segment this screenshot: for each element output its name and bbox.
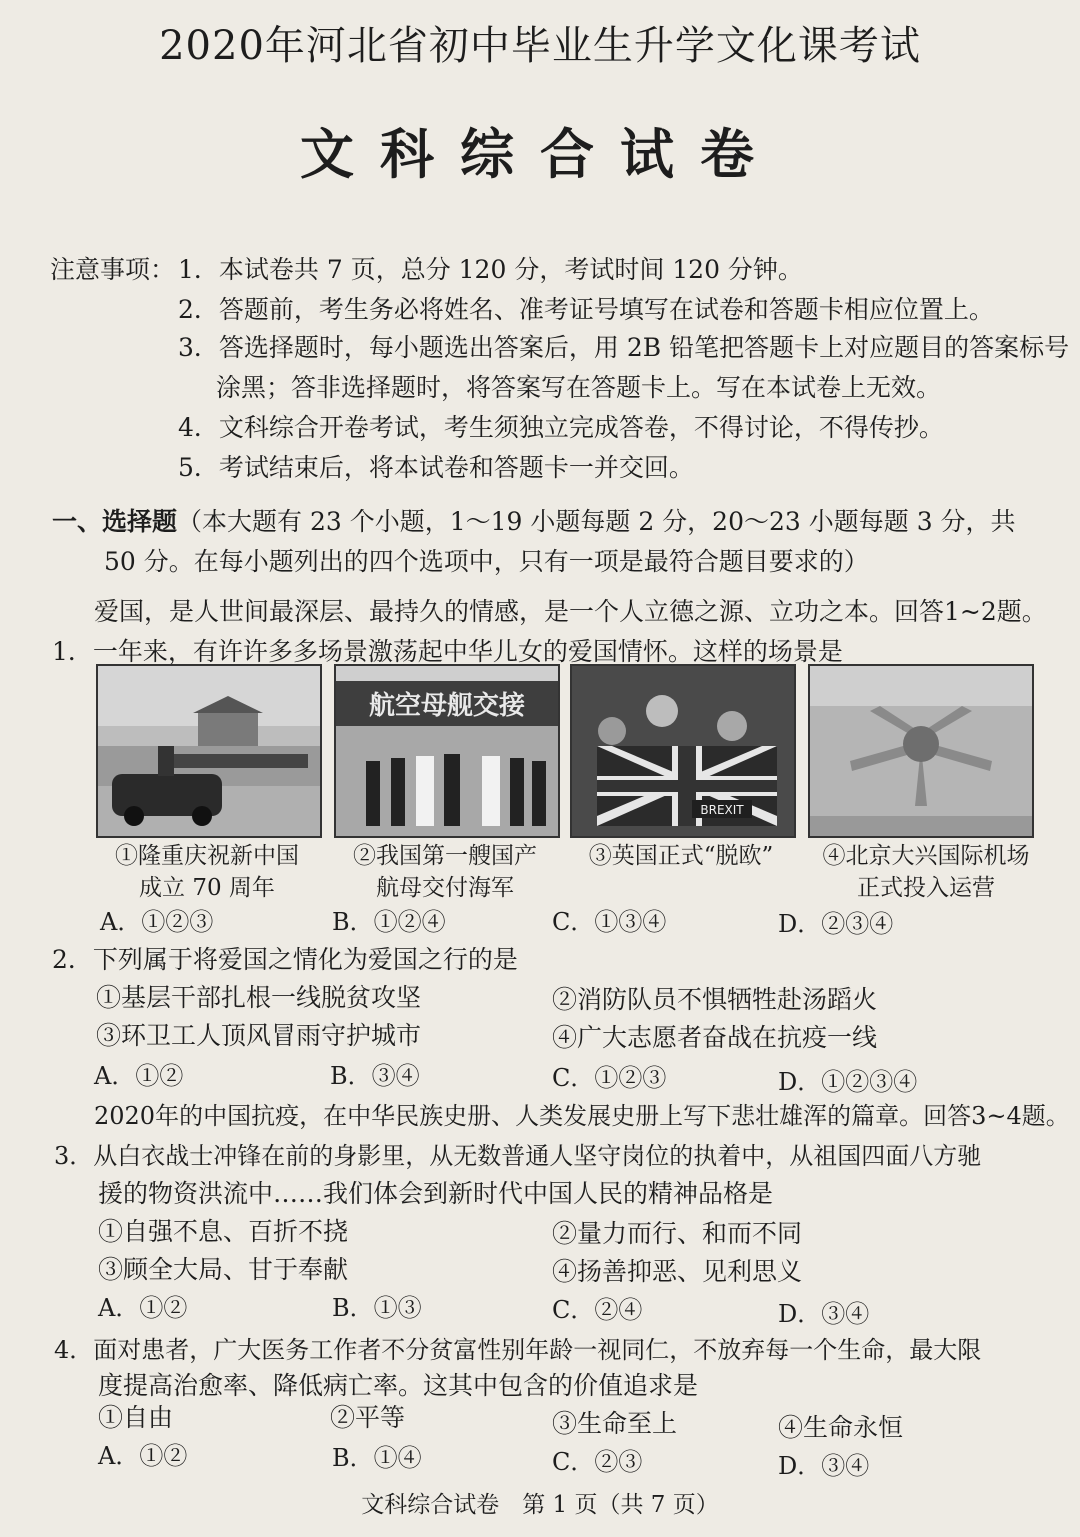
caption-photo-2 [334,840,556,904]
q2-item-2: ②消防队员不惧牺牲赴汤蹈火 [552,985,878,1014]
caption-photo-1-line1: ①隆重庆祝新中国 [115,843,299,869]
section-desc-cont: 50 分。在每小题列出的四个选项中，只有一项是最符合题目要求的） [104,547,869,576]
q4-option-d[interactable]: D．③④ [778,1452,870,1480]
notice-item-2: 2．答题前，考生务必将姓名、准考证号填写在试卷和答题卡相应位置上。 [178,295,994,324]
q3-item-4: ④扬善抑恶、见利思义 [552,1257,803,1286]
caption-photo-4-line1: ④北京大兴国际机场 [822,843,1030,869]
q2-option-a[interactable]: A．①② [94,1062,184,1090]
caption-photo-4-line2: 正式投入运营 [857,875,995,901]
section-title: 一、选择题 [52,507,178,536]
q4-option-c[interactable]: C．②③ [552,1448,643,1476]
q2-item-1: ①基层干部扎根一线脱贫攻坚 [96,983,422,1012]
caption-photo-4 [808,840,1044,904]
q1-stem: 1．一年来，有许许多多场景激荡起中华儿女的爱国情怀。这样的场景是 [52,637,843,666]
q1-option-d[interactable]: D．②③④ [778,910,894,938]
q3-option-b[interactable]: B．①③ [332,1294,422,1322]
caption-photo-1-line2: 成立 70 周年 [139,875,275,901]
q3-stem: 3．从白衣战士冲锋在前的身影里，从无数普通人坚守岗位的执着中，从祖国四面八方驰 [54,1142,982,1170]
q3-item-2: ②量力而行、和而不同 [552,1219,803,1248]
brexit-sign-text: BREXIT [700,803,744,817]
q4-item-2: ②平等 [330,1403,406,1432]
photo-carrier-handover [334,664,560,838]
notice-label: 注意事项： [50,255,176,284]
q4-option-a[interactable]: A．①② [98,1442,188,1470]
notice-item-4: 4．文科综合开卷考试，考生须独立完成答卷，不得讨论，不得传抄。 [178,413,944,442]
q4-item-3: ③生命至上 [552,1409,678,1438]
caption-photo-2-line1: ②我国第一艘国产 [353,843,537,869]
q1-option-a[interactable]: A．①②③ [100,908,214,936]
q1-option-c[interactable]: C．①③④ [552,908,667,936]
notice-item-1: 1．本试卷共 7 页，总分 120 分，考试时间 120 分钟。 [178,255,803,284]
q4-stem: 4．面对患者，广大医务工作者不分贫富性别年龄一视同仁，不放弃每一个生命，最大限 [54,1336,982,1364]
q2-option-c[interactable]: C．①②③ [552,1064,667,1092]
notice-item-5: 5．考试结束后，将本试卷和答题卡一并交回。 [178,453,694,482]
q1-option-b[interactable]: B．①②④ [332,908,446,936]
q4-stem-cont: 度提高治愈率、降低病亡率。这其中包含的价值追求是 [98,1371,699,1400]
caption-photo-2-line2: 航母交付海军 [376,875,514,901]
q3-item-3: ③顾全大局、甘于奉献 [98,1255,349,1284]
intro-q3-q4: 2020年的中国抗疫，在中华民族史册、人类发展史册上写下悲壮雄浑的篇章。回答3~4题。 [94,1102,1070,1130]
caption-photo-3-line1: ③英国正式“脱欧” [588,843,774,869]
q2-option-d[interactable]: D．①②③④ [778,1068,918,1096]
q3-option-a[interactable]: A．①② [98,1294,188,1322]
photo-parade [96,664,322,838]
photo-brexit [570,664,796,838]
q3-item-1: ①自强不息、百折不挠 [98,1217,349,1246]
exam-title: 2020年河北省初中毕业生升学文化课考试 [159,23,921,69]
notice-item-3: 3．答选择题时，每小题选出答案后，用 2B 铅笔把答题卡上对应题目的答案标号 [178,333,1070,362]
caption-photo-3 [570,840,792,872]
caption-photo-1 [96,840,318,904]
q3-option-d[interactable]: D．③④ [778,1300,870,1328]
section-desc: （本大题有 23 个小题，1～19 小题每题 2 分，20～23 小题每题 3 分，共 [177,507,1016,536]
q4-item-1: ①自由 [98,1403,174,1432]
q2-option-b[interactable]: B．③④ [330,1062,420,1090]
q4-item-4: ④生命永恒 [778,1413,904,1442]
notice-item-3-cont: 涂黑；答非选择题时，将答案写在答题卡上。写在本试卷上无效。 [216,373,942,402]
carrier-banner-text: 航空母舰交接 [368,691,526,721]
q3-stem-cont: 援的物资洪流中……我们体会到新时代中国人民的精神品格是 [98,1179,774,1208]
intro-q1-q2: 爱国，是人世间最深层、最持久的情感，是一个人立德之源、立功之本。回答1~2题。 [94,597,1047,626]
q3-option-c[interactable]: C．②④ [552,1296,643,1324]
photo-daxing-airport [808,664,1034,838]
q2-item-3: ③环卫工人顶风冒雨守护城市 [96,1021,422,1050]
page-footer: 文科综合试卷 第 1 页（共 7 页） [361,1492,719,1518]
q2-stem: 2．下列属于将爱国之情化为爱国之行的是 [52,945,518,974]
paper-title: 文科综合试卷 [300,122,780,186]
section-heading [52,502,1016,538]
q4-option-b[interactable]: B．①④ [332,1444,422,1472]
q2-item-4: ④广大志愿者奋战在抗疫一线 [552,1023,878,1052]
